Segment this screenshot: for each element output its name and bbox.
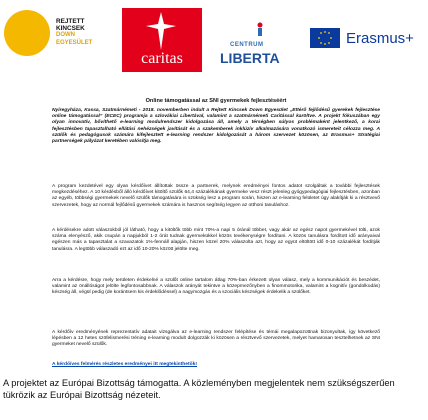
eu-flag-icon (310, 28, 340, 48)
funding-caption: A projektet az Európai Bizottság támogatta. A közleményben megjelentek nem szükségszerűen tükrözik az Európai Bizottság nézeteit. (3, 378, 395, 400)
erasmus-wordmark: Erasmus+ (346, 30, 414, 47)
erasmus-logo (310, 24, 424, 54)
paragraph-2: A kérdésekre adott válaszokból jól látható, hogy a kitöltők több mint 70%-a napi 5 óránál többet, vagy akár az egész napot gyermekével tölti, azok száma elenyésző, akik csupán a napjukból 1-2 órát tudnak gyermekükkel közös tevékenységre fordítani. A közös tanulásra fordított idő arányaival egészen más a tapasztalat a szavazatok 1%-fennáll alapján, hiszen közel 20% válaszolta azt, hogy az együt eltöltött idő 0-10 százalékát fordítják tanulásra. A legtöbb válaszadó ezt az idő 10-20% között jelölte meg. (52, 228, 380, 252)
logo-text: KINCSEK (56, 25, 85, 33)
logo-text: EGYESÜLET (56, 39, 93, 46)
liberta-mark-icon (254, 22, 266, 36)
rejtett-kincsek-wordmark (56, 18, 92, 47)
logo-text: REJTETT (56, 18, 85, 25)
caritas-logo (122, 8, 202, 72)
rejtett-kincsek-emblem (4, 10, 50, 56)
caritas-wordmark: caritas (141, 50, 183, 67)
document-title: Online támogatással az SNI gyermekek fejlesztéséért (145, 98, 287, 104)
caritas-cross-icon (146, 12, 176, 50)
paragraph-1: A program kezdetével egy olyan kérdőívet állítottak össze a partnerek, melynek eredményei fontos adatot szolgáltak a további fejlesztések megkezdéséhez. A 10 kérdésből álló kérdőívet kitöltő szülők 64,4 százalékának gyermeke vesz részt jelenleg gyógypedagógiai fejlesztésben, azonban az egyéb, többségi gyermekek nevelő szülők támogatására is szükség lesz a program során, hiszen az e-learning felületet úgy alakítják ki a résztvevő szervezetek, hogy az normál fejlődésű gyermekek számára is hasznos segítség legyen az otthoni tanuláshoz. (52, 184, 380, 208)
liberta-line1: CENTRUM (230, 42, 264, 48)
centrum-liberta-logo (214, 20, 306, 66)
logo-text: DOWN (56, 32, 75, 39)
liberta-line2: LIBERTA (220, 50, 280, 66)
paragraph-4: A kérdőív eredményének reprezentatív adatait vizsgálva az e-learning rendszer felépítése és témái megalapozottnak bizonyultak, így következő lépésben a 12 hetes szöfelismerési tréning e-learning modult dolgozzák ki közösen a résztvevő szervezetek, melyet hamarosan tesztelhetnek az SNI gyermeket nevelő szülők. (52, 330, 380, 348)
document-intro: Nyíregyháza, Kassa, Szatmárnémeti - 2018. novemberben indult a Rejtett Kincsek Down Egyesület „Ettérő fejlődésű gyerekek fejlesztése online támogatással” (ECEC) programja a szlovákiai Libertával, valamint a szatmárnémeti Caritással karöltve. A projekt fókuszában egy olyan innovatív, bővíthető e-learning modulrendszer kidolgozása áll, amely a térségben súlyos problémaként jelentkező, a korai fejlesztésben tapasztalható ellátási nehézségek javítását és a szakemberek inklúzív alkalmazására vonatkozó ismereteit célozza meg. A szülők és pedagógusok számára kifejlesztett e-learning rendszer kidolgozását a három szervezet közösen, az Erasmus+ Stratégiai partnerségek pályázat keretében valósítja meg. (52, 108, 380, 145)
logo-bar (0, 0, 428, 92)
rejtett-kincsek-logo (4, 6, 124, 86)
survey-results-link[interactable]: A kérdőíves felmérés részletes eredményei itt megtekinthetők! (52, 362, 197, 367)
paragraph-3: Arra a kérdésre, hogy mely területen érdekelné a szülőt online tartalom átlag 70%-ban érkezett olyan válasz, mely a kommunikációt és beszédet, valamint az önállóságot jelölte legfontosabbnak. A válaszok arányát tekintve a közepmezőnyben a finommotorika, valamint a kognitív (gondolkodás) készség áll, végül pedig (de korántsem kis érdeklődéssel) a nagymozgás és a szociális készségek érdekelik a szülőket. (52, 278, 380, 296)
